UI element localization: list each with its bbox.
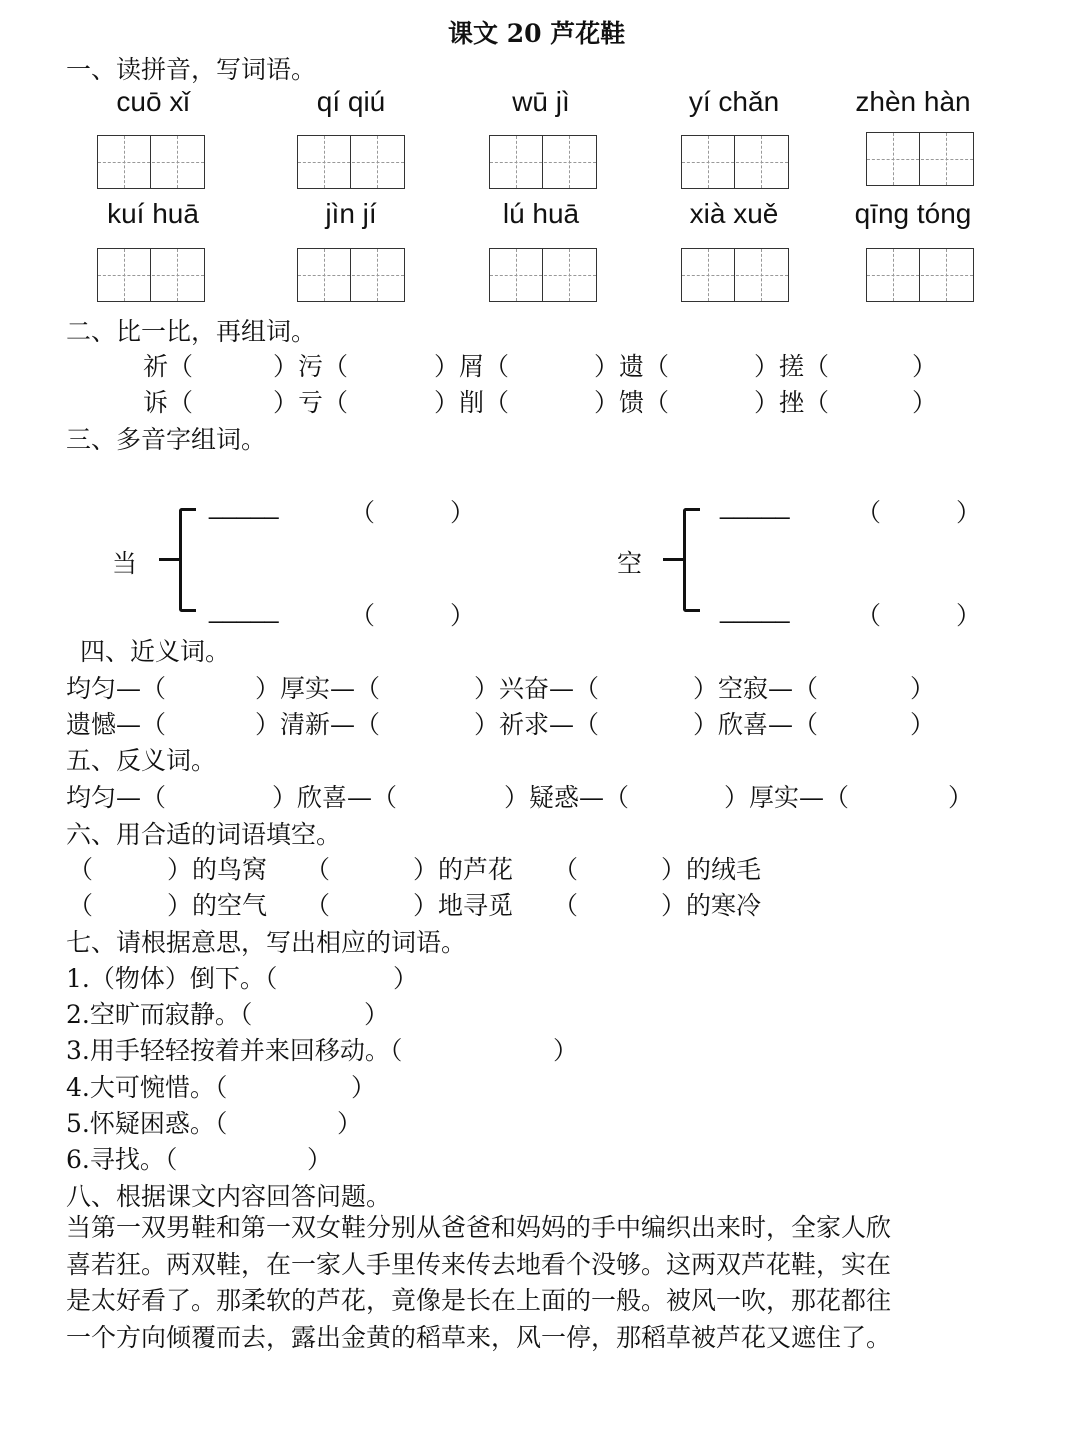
synonym-cell: ）空寂—（ bbox=[693, 674, 819, 703]
compare-cell: ）污（ bbox=[273, 352, 349, 381]
fill-cell: ）的寒冷 bbox=[661, 891, 762, 920]
section-4-heading: 四、近义词。 bbox=[80, 637, 231, 666]
writing-grid[interactable] bbox=[681, 135, 789, 189]
definition-close: ） bbox=[337, 1109, 363, 1138]
fill-cell: （ bbox=[553, 891, 579, 920]
compare-cell: 诉（ bbox=[143, 388, 194, 417]
brace bbox=[179, 508, 196, 612]
compare-cell: ）搓（ bbox=[754, 352, 830, 381]
antonym-cell: ）厚实—（ bbox=[724, 783, 850, 812]
paren-open: （ bbox=[350, 601, 376, 630]
fill-cell: （ bbox=[305, 891, 331, 920]
writing-grid[interactable] bbox=[489, 248, 597, 302]
synonym-cell: ） bbox=[910, 710, 936, 739]
pinyin-1-5: zhèn hàn bbox=[855, 86, 971, 117]
pinyin-1-3: wū jì bbox=[512, 86, 570, 117]
page-title: 课文 20 芦花鞋 bbox=[448, 19, 626, 48]
answer-blank: _____ bbox=[720, 492, 790, 520]
section-3-heading: 三、多音字组词。 bbox=[66, 425, 267, 454]
pinyin-1-4: yí chǎn bbox=[688, 86, 780, 117]
passage-line: 喜若狂。两双鞋，在一家人手里传来传去地看个没够。这两双芦花鞋，实在 bbox=[66, 1249, 892, 1279]
writing-grid[interactable] bbox=[489, 135, 597, 189]
writing-grid[interactable] bbox=[866, 248, 974, 302]
definition-item: 2.空旷而寂静。（ bbox=[66, 1000, 253, 1029]
compare-cell: ）削（ bbox=[434, 388, 510, 417]
fill-cell: ）的芦花 bbox=[413, 855, 514, 884]
synonym-cell: ）清新—（ bbox=[255, 710, 381, 739]
antonym-cell: ）欣喜—（ bbox=[272, 783, 398, 812]
definition-close: ） bbox=[553, 1036, 579, 1065]
pinyin-2-2: jìn jí bbox=[325, 198, 377, 229]
definition-close: ） bbox=[364, 1000, 390, 1029]
writing-grid[interactable] bbox=[97, 135, 205, 189]
definition-item: 6.寻找。（ bbox=[66, 1145, 178, 1174]
reading-passage bbox=[66, 1210, 1026, 1356]
paren-close: ） bbox=[956, 601, 982, 630]
polyphone-char: 空 bbox=[617, 549, 643, 578]
writing-grid[interactable] bbox=[97, 248, 205, 302]
pinyin-2-1: kuí huā bbox=[107, 198, 199, 229]
passage-line: 是太好看了。那柔软的芦花，竟像是长在上面的一般。被风一吹，那花都往 bbox=[66, 1286, 892, 1315]
fill-cell: ）的空气 bbox=[167, 891, 268, 920]
fill-cell: （ bbox=[68, 855, 94, 884]
fill-cell: （ bbox=[68, 891, 94, 920]
synonym-cell: ）兴奋—（ bbox=[474, 674, 600, 703]
antonym-cell: ） bbox=[948, 783, 974, 812]
brace-nub bbox=[663, 558, 685, 561]
section-8-heading: 八、根据课文内容回答问题。 bbox=[66, 1182, 392, 1211]
polyphone-char: 当 bbox=[112, 549, 138, 578]
paren-open: （ bbox=[350, 498, 376, 527]
paren-close: ） bbox=[956, 498, 982, 527]
writing-grid[interactable] bbox=[866, 132, 974, 186]
answer-blank: _____ bbox=[720, 596, 790, 624]
definition-item: 1.（物体）倒下。（ bbox=[66, 964, 278, 993]
section-5-heading: 五、反义词。 bbox=[66, 746, 217, 775]
answer-blank: _____ bbox=[209, 492, 279, 520]
fill-cell: ）的鸟窝 bbox=[167, 855, 268, 884]
paren-close: ） bbox=[450, 498, 476, 527]
compare-cell: ）屑（ bbox=[434, 352, 510, 381]
definition-item: 5.怀疑困惑。（ bbox=[66, 1109, 228, 1138]
compare-cell: ）遗（ bbox=[594, 352, 670, 381]
compare-cell: ）亏（ bbox=[273, 388, 349, 417]
compare-cell: ） bbox=[912, 388, 938, 417]
brace-nub bbox=[159, 558, 181, 561]
brace bbox=[683, 508, 700, 612]
antonym-cell: 均匀—（ bbox=[66, 783, 167, 812]
definition-close: ） bbox=[307, 1145, 333, 1174]
paren-open: （ bbox=[856, 601, 882, 630]
section-1-heading: 一、读拼音，写词语。 bbox=[66, 55, 317, 84]
compare-cell: ）挫（ bbox=[754, 388, 830, 417]
compare-cell: 祈（ bbox=[143, 352, 194, 381]
answer-blank: _____ bbox=[209, 596, 279, 624]
definition-item: 3.用手轻轻按着并来回移动。（ bbox=[66, 1036, 403, 1065]
writing-grid[interactable] bbox=[681, 248, 789, 302]
writing-grid[interactable] bbox=[297, 248, 405, 302]
compare-cell: ）馈（ bbox=[594, 388, 670, 417]
synonym-cell: 遗憾—（ bbox=[66, 710, 167, 739]
pinyin-2-3: lú huā bbox=[502, 198, 580, 229]
synonym-cell: ）祈求—（ bbox=[474, 710, 600, 739]
section-7-heading: 七、请根据意思，写出相应的词语。 bbox=[66, 928, 467, 957]
section-6-heading: 六、用合适的词语填空。 bbox=[66, 820, 342, 849]
synonym-cell: ）欣喜—（ bbox=[693, 710, 819, 739]
pinyin-2-5: qīng tóng bbox=[854, 198, 972, 229]
passage-line: 当第一双男鞋和第一双女鞋分别从爸爸和妈妈的手中编织出来时，全家人欣 bbox=[66, 1213, 892, 1242]
passage-line: 一个方向倾覆而去，露出金黄的稻草来，风一停，那稻草被芦花又遮住了。 bbox=[66, 1322, 892, 1352]
fill-cell: （ bbox=[305, 855, 331, 884]
writing-grid[interactable] bbox=[297, 135, 405, 189]
definition-close: ） bbox=[393, 964, 419, 993]
pinyin-1-2: qí qiú bbox=[316, 86, 386, 117]
paren-close: ） bbox=[450, 601, 476, 630]
antonym-cell: ）疑惑—（ bbox=[504, 783, 630, 812]
fill-cell: （ bbox=[553, 855, 579, 884]
synonym-cell: 均匀—（ bbox=[66, 674, 167, 703]
compare-cell: ） bbox=[912, 352, 938, 381]
synonym-cell: ）厚实—（ bbox=[255, 674, 381, 703]
pinyin-1-1: cuō xǐ bbox=[116, 86, 190, 117]
fill-cell: ）地寻觅 bbox=[413, 891, 514, 920]
synonym-cell: ） bbox=[910, 674, 936, 703]
fill-cell: ）的绒毛 bbox=[661, 855, 762, 884]
definition-item: 4.大可惋惜。（ bbox=[66, 1073, 228, 1102]
paren-open: （ bbox=[856, 498, 882, 527]
pinyin-2-4: xià xuě bbox=[689, 198, 779, 229]
definition-close: ） bbox=[351, 1073, 377, 1102]
section-2-heading: 二、比一比，再组词。 bbox=[66, 317, 317, 346]
